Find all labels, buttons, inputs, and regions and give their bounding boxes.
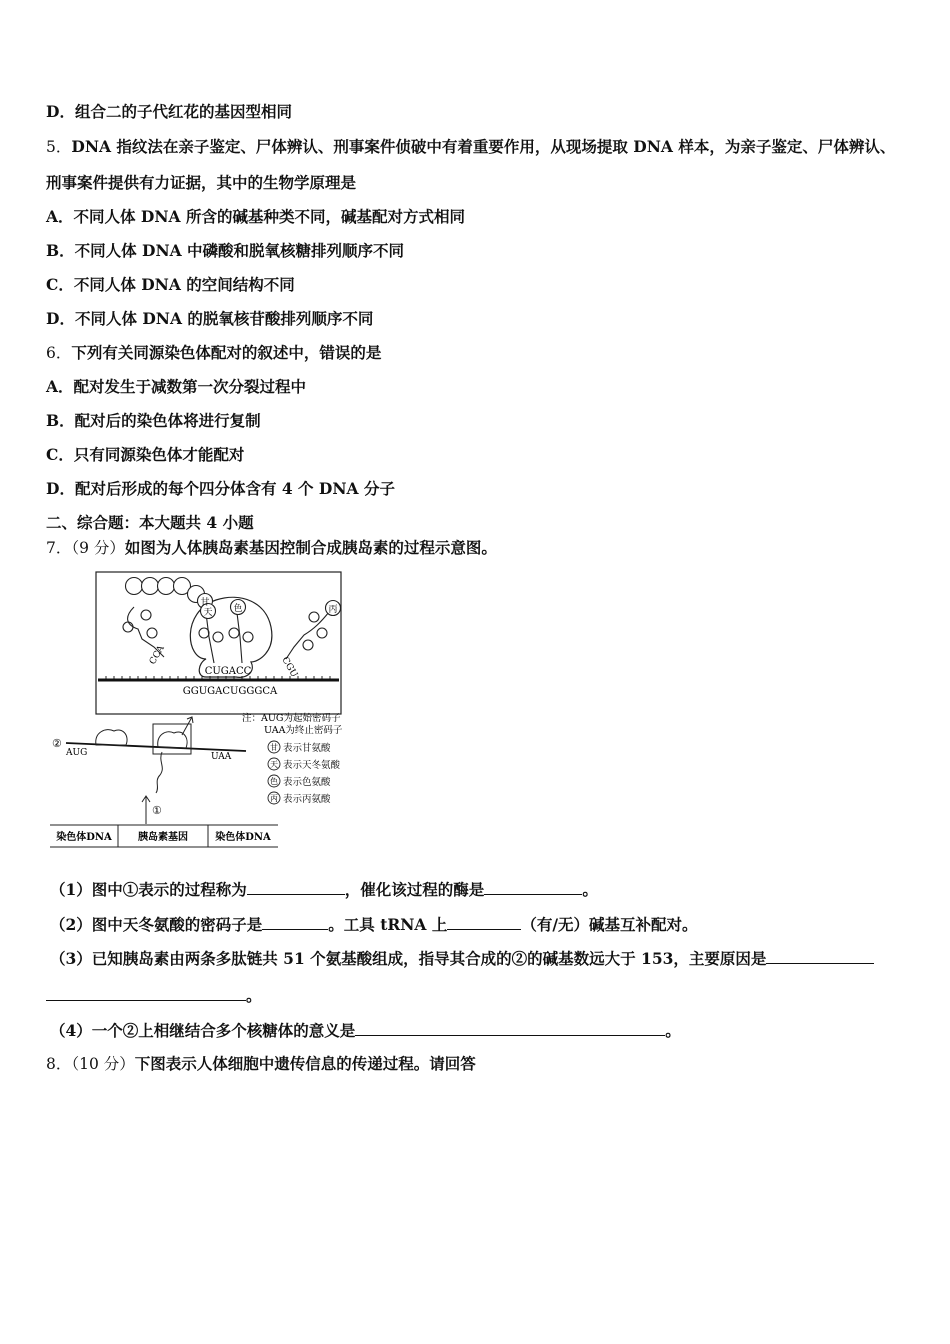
- q7-sub4-text-b: 。: [665, 1021, 681, 1040]
- q7-sub2-text-a: （2）图中天冬氨酸的密码子是: [50, 915, 263, 934]
- legend-tian: 表示天冬氨酸: [283, 760, 341, 771]
- q7-sub4-text-a: （4）一个②上相继结合多个核糖体的意义是: [50, 1021, 356, 1040]
- q7-sub3-text-b: 。: [246, 986, 262, 1005]
- q7-score: （9 分）: [71, 539, 125, 557]
- insulin-synthesis-figure: [46, 567, 376, 857]
- mrna-segment: GGUGACUGGGCA: [182, 686, 278, 697]
- legend-tian-glyph: 天: [270, 760, 278, 769]
- amino-acid-tian-label: 天: [203, 608, 213, 618]
- q7-sub1-text-a: （1）图中①表示的过程称为: [50, 880, 247, 899]
- q7-number: 7．: [46, 539, 72, 557]
- q6-option-a: A．配对发生于减数第一次分裂过程中: [46, 377, 307, 396]
- ribosome-1: [96, 730, 127, 745]
- amino-acid-se-label: 色: [233, 604, 243, 614]
- q7-sub4-blank[interactable]: [355, 1020, 665, 1036]
- q5-option-a: A．不同人体 DNA 所含的碱基种类不同，碱基配对方式相同: [46, 207, 465, 226]
- label-2: ②: [52, 737, 62, 750]
- q7-sub2-text-c: （有/无）碱基互补配对。: [521, 915, 698, 934]
- q5-option-c: C．不同人体 DNA 的空间结构不同: [46, 275, 295, 294]
- q6-option-d: D．配对后形成的每个四分体含有 4 个 DNA 分子: [46, 479, 395, 498]
- q6-stem-text: 下列有关同源染色体配对的叙述中，错误的是: [71, 343, 382, 362]
- q5-stem-line2: 刑事案件提供有力证据，其中的生物学原理是: [46, 173, 357, 192]
- anticodon-right: CGU: [279, 655, 299, 680]
- legend-bing-glyph: 丙: [270, 794, 278, 803]
- q7-sub2-blank-2[interactable]: [447, 914, 521, 930]
- q8-stem-text: 下图表示人体细胞中遗传信息的传递过程。请回答: [134, 1054, 476, 1073]
- q6-option-b: B．配对后的染色体将进行复制: [46, 411, 261, 430]
- legend-bing: 表示丙氨酸: [283, 794, 331, 805]
- q7-sub1-blank-2[interactable]: [484, 879, 582, 895]
- stop-codon: UAA: [211, 752, 232, 762]
- q6-option-c: C．只有同源染色体才能配对: [46, 445, 245, 464]
- q6-stem: [46, 343, 381, 363]
- q7-sub4: [50, 1020, 681, 1041]
- q5-number: 5．: [46, 138, 72, 156]
- trna-center: [199, 613, 253, 663]
- legend-se-glyph: 色: [270, 777, 278, 786]
- q7-sub3-blank-1[interactable]: [766, 948, 874, 964]
- q5-stem-line1: [46, 137, 895, 157]
- start-codon: AUG: [66, 748, 88, 758]
- q7-sub2-text-b: 。工具 tRNA 上: [328, 915, 448, 934]
- q7-sub1-text-b: ，催化该过程的酶是: [344, 880, 485, 899]
- mrna-strand: [66, 743, 246, 751]
- q7-sub1-blank-1[interactable]: [247, 879, 345, 895]
- q7-stem-text: 如图为人体胰岛素基因控制合成胰岛素的过程示意图。: [124, 538, 497, 557]
- polypeptide: [156, 752, 162, 793]
- q7-sub3-blank-2[interactable]: [46, 985, 246, 1001]
- note-line2: UAA为终止密码子: [264, 725, 343, 736]
- anticodon-left: CCA: [147, 643, 167, 667]
- q5-option-d: D．不同人体 DNA 的脱氧核苷酸排列顺序不同: [46, 309, 374, 328]
- anticodon-pair: CUGACC: [204, 666, 252, 677]
- q8-number: 8．: [46, 1055, 72, 1073]
- trna-right: [286, 612, 329, 659]
- q8-stem: [46, 1054, 476, 1074]
- q5-stem-text: DNA 指纹法在亲子鉴定、尸体辨认、刑事案件侦破中有着重要作用，从现场提取 DNA 样本，为亲子鉴定、尸体辨认、: [71, 137, 896, 156]
- legend-gan-glyph: 甘: [270, 743, 278, 752]
- label-1: ①: [152, 804, 162, 817]
- dna-right-label: 染色体DNA: [215, 832, 271, 843]
- q7-sub1: [50, 879, 598, 900]
- legend-se: 表示色氨酸: [283, 777, 331, 788]
- q7-sub2: [50, 914, 698, 935]
- q8-score: （10 分）: [71, 1055, 135, 1073]
- section-2-heading: 二、综合题：本大题共 4 小题: [46, 513, 254, 532]
- q7-sub3-text-a: （3）已知胰岛素由两条多肽链共 51 个氨基酸组成，指导其合成的②的碱基数远大于 153，主要原因是: [50, 949, 767, 968]
- q6-number: 6．: [46, 344, 72, 362]
- legend-gan: 表示甘氨酸: [283, 743, 331, 754]
- amino-acid-gan-label: 甘: [200, 598, 210, 608]
- dna-gene-label: 胰岛素基因: [138, 832, 188, 843]
- q7-sub3: [50, 948, 874, 969]
- q7-sub3-cont: [46, 985, 262, 1006]
- note-line1: 注：AUG为起始密码子: [242, 713, 341, 724]
- peptide-chain: [126, 578, 205, 603]
- amino-acid-bing-label: 丙: [328, 605, 338, 615]
- q7-stem: [46, 538, 497, 558]
- dna-left-label: 染色体DNA: [56, 832, 112, 843]
- q4-option-d: D．组合二的子代红花的基因型相同: [46, 102, 292, 121]
- q7-sub1-text-c: 。: [582, 880, 598, 899]
- q5-option-b: B．不同人体 DNA 中磷酸和脱氧核糖排列顺序不同: [46, 241, 405, 260]
- q7-sub2-blank-1[interactable]: [262, 914, 328, 930]
